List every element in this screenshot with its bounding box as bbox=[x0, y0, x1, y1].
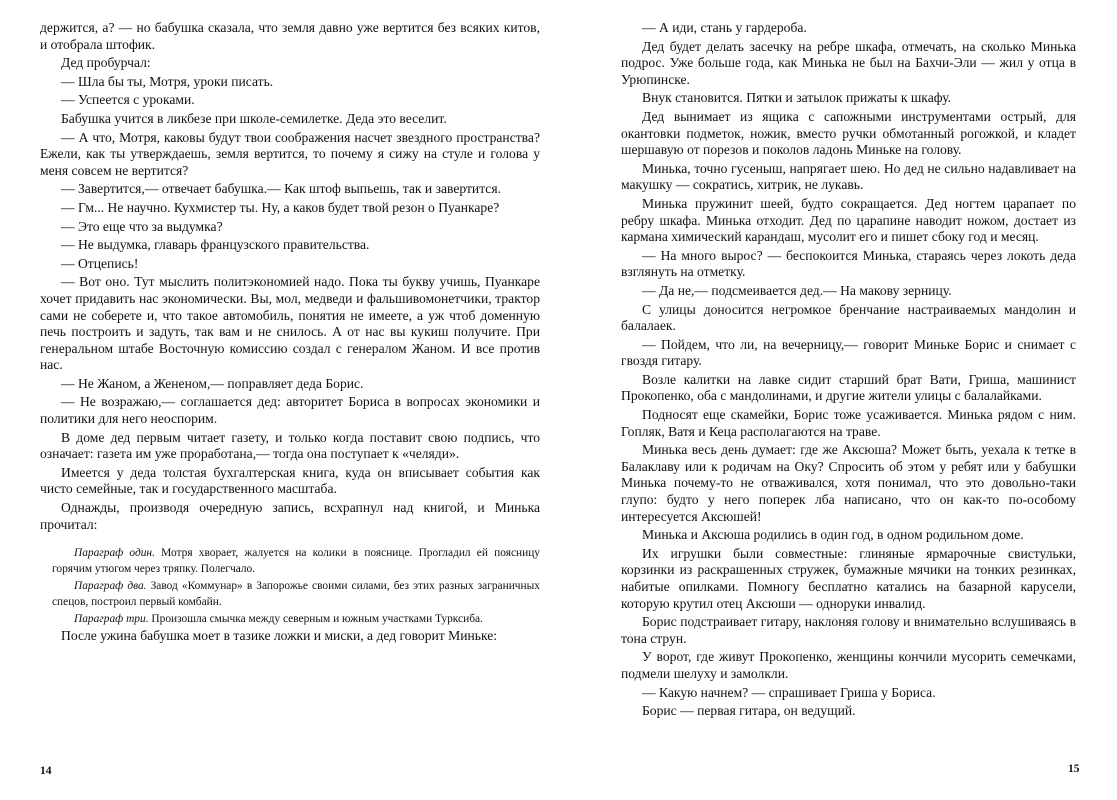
page-number: 14 bbox=[40, 765, 52, 777]
ledger-entry bbox=[40, 578, 540, 610]
paragraph: держится, а? — но бабушка сказала, что земля давно уже вертится без всяких китов, и отобрала штофик. bbox=[40, 20, 540, 52]
paragraph: Минька весь день думает: где же Аксюша? Может быть, уехала к тетке в Балаклаву или к родичам на Оку? Спросить об этом у ребят или у бабушки Минька почему-то не отваживался, хотя понимал, что это довольно-таки глупо: будто у него поперек лба написано, что он как-то по-особому интересуется Аксюшей! bbox=[621, 442, 1076, 524]
paragraph: Дед будет делать засечку на ребре шкафа, отмечать, на сколько Минька подрос. Уже больше года, как Минька не был на Бахчи-Эли — жил у отца в Урюпинске. bbox=[621, 38, 1076, 87]
paragraph: Бабушка учится в ликбезе при школе-семилетке. Деда это веселит. bbox=[61, 110, 447, 126]
paragraph: У ворот, где живут Прокопенко, женщины кончили мусорить семечками, подмели шелуху и замолкли. bbox=[621, 649, 1076, 681]
paragraph: Дед вынимает из ящика с сапожными инструментами острый, для окантовки подметок, ножик, вместо ручки обмотанный рогожкой, и кладет шершавую от порезов и поколов ладонь Миньке на голову. bbox=[621, 108, 1076, 158]
paragraph: — Завертится,— отвечает бабушка.— Как штоф выпьешь, так и завертится. bbox=[61, 181, 501, 197]
paragraph: — Не выдумка, главарь французского правительства. bbox=[61, 237, 370, 253]
ledger-entry-text: Произошла смычка между северным и южным участками Турксиба. bbox=[148, 613, 483, 626]
paragraph: Дед пробурчал: bbox=[61, 55, 151, 71]
ledger-entry-text: Мотря хвораeт, жалуется на колики в пояснице. Прогладил ей поясницу горячим утюгом через тряпку. Полегчало. bbox=[52, 547, 540, 576]
paragraph: Имеется у деда толстая бухгалтерская книга, куда он вписывает события как чисто семейные, так и государственного масштаба. bbox=[40, 464, 540, 497]
paragraph: — Да не,— подсмеивается дед.— На макову зерницу. bbox=[642, 282, 952, 298]
paragraph: — Гм... Не научно. Кухмистер ты. Ну, а каков будет твой резон о Пуанкаре? bbox=[61, 199, 500, 215]
paragraph: Возле калитки на лавке сидит старший брат Вати, Гриша, машинист Прокопенко, оба с мандолинами, и другие жители улицы с балалайками. bbox=[621, 371, 1076, 404]
paragraph: — А иди, стань у гардероба. bbox=[642, 20, 807, 35]
paragraph: — На много вырос? — беспокоится Минька, стараясь через локоть деда взглянуть на отметку. bbox=[621, 247, 1076, 280]
paragraph: В доме дед первым читает газету, и только когда поставит свою подпись, что означает: газета им уже проработана,— тогда она поступает к «челяди». bbox=[40, 429, 540, 462]
paragraph: — А что, Мотря, каковы будут твои соображения насчет звездного пространства? Ежели, как ты утверждаешь, земля вертится, то почему я сижу на стуле и голова у меня совсем не вертится? bbox=[40, 129, 540, 178]
paragraph: С улицы доносится негромкое бренчание настраиваемых мандолин и балалаек. bbox=[621, 301, 1076, 334]
paragraph: — Отцепись! bbox=[61, 255, 139, 271]
paragraph: Борис подстраивает гитару, наклоняя голову и внимательно вслушиваясь в тона струн. bbox=[621, 614, 1076, 646]
paragraph: — Шла бы ты, Мотря, уроки писать. bbox=[61, 73, 274, 89]
paragraph: После ужина бабушка моет в тазике ложки и миски, а дед говорит Миньке: bbox=[61, 628, 498, 644]
ledger-entry-text: Завод «Коммунар» в Запорожье своими силами, без этих разных заграничных спецов, построил первый комбайн. bbox=[52, 580, 540, 609]
paragraph: Их игрушки были совместные: глиняные ярмарочные свистульки, корзинки из раскрашенных стружек, бумажные мячики на тонких резинках, набитые опилками. Помногу бесплатно катались на базарной карусели, которую крутил отец Аксюши — одноруки инвалид. bbox=[621, 545, 1076, 611]
paragraph: — Не возражаю,— соглашается дед: авторитет Бориса в вопросах экономики и политики для него неоспорим. bbox=[40, 394, 540, 427]
right-page-text bbox=[621, 20, 1076, 720]
paragraph: — Вот оно. Тут мыслить политэкономией надо. Пока ты букву учишь, Пуанкаре хочет придавить нас экономически. Вы, мол, медведи и фальшивомонетчики, трактор сами не соберете и, что такое автомобиль, понятия не имеете, а уж чтоб доменную печь построить и задуть, так вам и не снилось. А от нас вы кукиш получите. При генеральном штабе Восточную комиссию создал с генералом Жаном. И все против нас. bbox=[40, 274, 540, 373]
paragraph: Минька и Аксюша родились в один год, в одном родильном доме. bbox=[642, 527, 1024, 543]
paragraph: Внук становится. Пятки и затылок прижаты к шкафу. bbox=[642, 90, 952, 106]
ledger-entry-label: Параграф один. bbox=[74, 547, 155, 560]
paragraph: Борис — первая гитара, он ведущий. bbox=[642, 703, 856, 719]
ledger-entry bbox=[40, 611, 540, 627]
left-page bbox=[40, 20, 540, 647]
right-page bbox=[621, 20, 1076, 722]
paragraph: Однажды, производя очередную запись, всхрапнул над книгой, и Минька прочитал: bbox=[40, 500, 540, 532]
paragraph: Минька пружинит шеей, будто сокращается. Дед ногтем царапает по ребру шкафа. Минька отходит. Дед по царапине наводит ножом, достает из кармана химический карандаш, мусолит его и пишет сбоку год и месяц. bbox=[621, 195, 1076, 245]
paragraph: — Какую начнем? — спрашивает Гриша у Бориса. bbox=[642, 684, 936, 700]
ledger-entry bbox=[40, 545, 540, 577]
paragraph: Минька, точно гусеныш, напрягает шею. Но дед не сильно надавливает на макушку — сократись, хитрик, не лукавь. bbox=[621, 160, 1076, 193]
paragraph: — Это еще что за выдумка? bbox=[61, 218, 223, 234]
page-number: 15 bbox=[1068, 763, 1080, 775]
left-page-text bbox=[40, 20, 540, 645]
paragraph: — Пойдем, что ли, на вечерницу,— говорит Миньке Борис и снимает с гвоздя гитару. bbox=[621, 336, 1076, 369]
paragraph: — Не Жаном, а Жененом,— поправляет деда Борис. bbox=[61, 375, 364, 391]
paragraph: — Успеется с уроками. bbox=[61, 92, 195, 108]
ledger-entry-label: Параграф три. bbox=[74, 613, 149, 626]
ledger-entry-label: Параграф два. bbox=[74, 580, 147, 593]
paragraph: Подносят еще скамейки, Борис тоже усаживается. Минька рядом с ним. Гопляк, Ватя и Кеца располагаются на траве. bbox=[621, 407, 1076, 439]
